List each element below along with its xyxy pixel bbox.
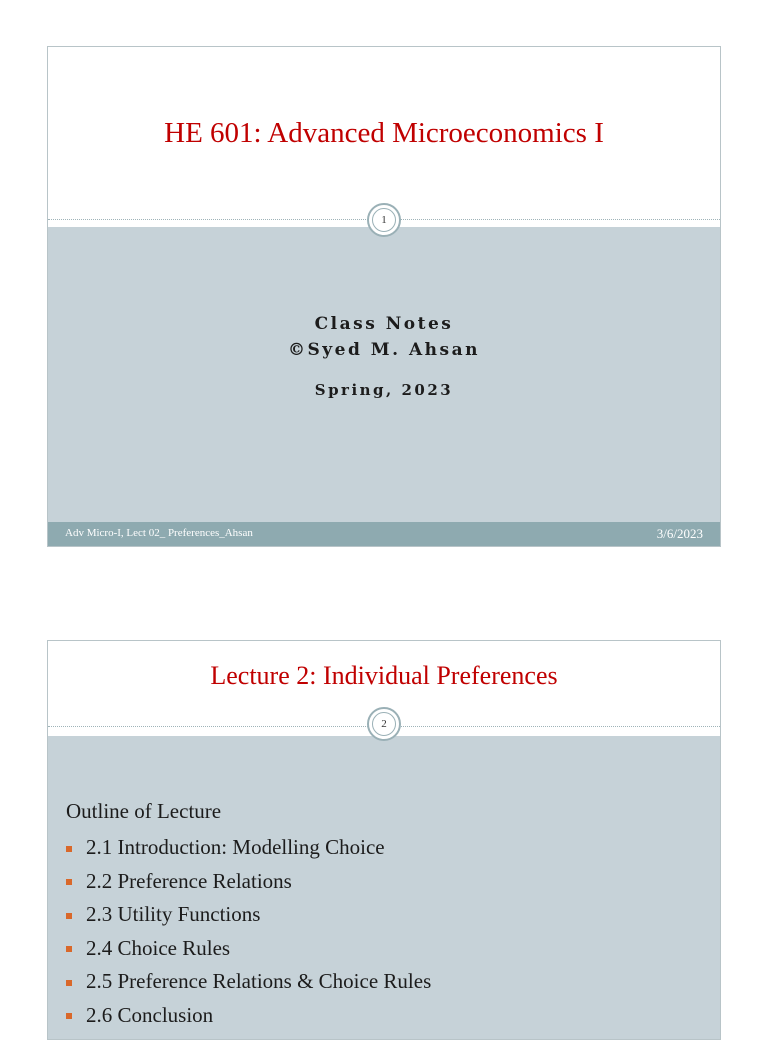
list-item-label: 2.6 Conclusion xyxy=(86,1002,214,1027)
subtitle-class-notes: Class Notes xyxy=(314,314,454,334)
list-item xyxy=(66,999,431,1033)
list-item xyxy=(66,932,431,966)
square-bullet-icon xyxy=(66,946,72,952)
list-item xyxy=(66,865,431,899)
list-item-label: 2.5 Preference Relations & Choice Rules xyxy=(86,969,432,994)
slide-1-title: HE 601: Advanced Microeconomics I xyxy=(164,117,604,149)
footer-date: 3/6/2023 xyxy=(656,526,703,541)
list-item-label: 2.3 Utility Functions xyxy=(86,902,261,927)
list-item xyxy=(66,898,431,932)
list-item-label: 2.4 Choice Rules xyxy=(86,935,231,960)
slide-1-footer xyxy=(48,522,720,546)
outline-list xyxy=(66,831,431,1032)
square-bullet-icon xyxy=(66,846,72,852)
list-item xyxy=(66,965,431,999)
subtitle-term: Spring, 2023 xyxy=(314,381,454,399)
list-item-label: 2.2 Preference Relations xyxy=(86,868,292,893)
outline-heading: Outline of Lecture xyxy=(66,799,222,823)
square-bullet-icon xyxy=(66,879,72,885)
slide-number-badge xyxy=(367,203,401,237)
slide-1-subtitle xyxy=(48,311,720,403)
slide-2 xyxy=(47,640,721,1040)
slide-1 xyxy=(47,46,721,547)
slide-number-badge xyxy=(367,707,401,741)
slide-1-number: 1 xyxy=(372,208,396,232)
footer-course-label: Adv Micro-I, Lect 02_ Preferences_Ahsan xyxy=(65,527,253,539)
square-bullet-icon xyxy=(66,980,72,986)
list-item-label: 2.1 Introduction: Modelling Choice xyxy=(86,835,385,860)
square-bullet-icon xyxy=(66,913,72,919)
square-bullet-icon xyxy=(66,1013,72,1019)
slide-2-title: Lecture 2: Individual Preferences xyxy=(210,661,558,690)
slide-2-number: 2 xyxy=(372,712,396,736)
slide-1-title-area xyxy=(48,47,720,219)
subtitle-author: ©Syed M. Ahsan xyxy=(288,340,480,360)
list-item xyxy=(66,831,431,865)
